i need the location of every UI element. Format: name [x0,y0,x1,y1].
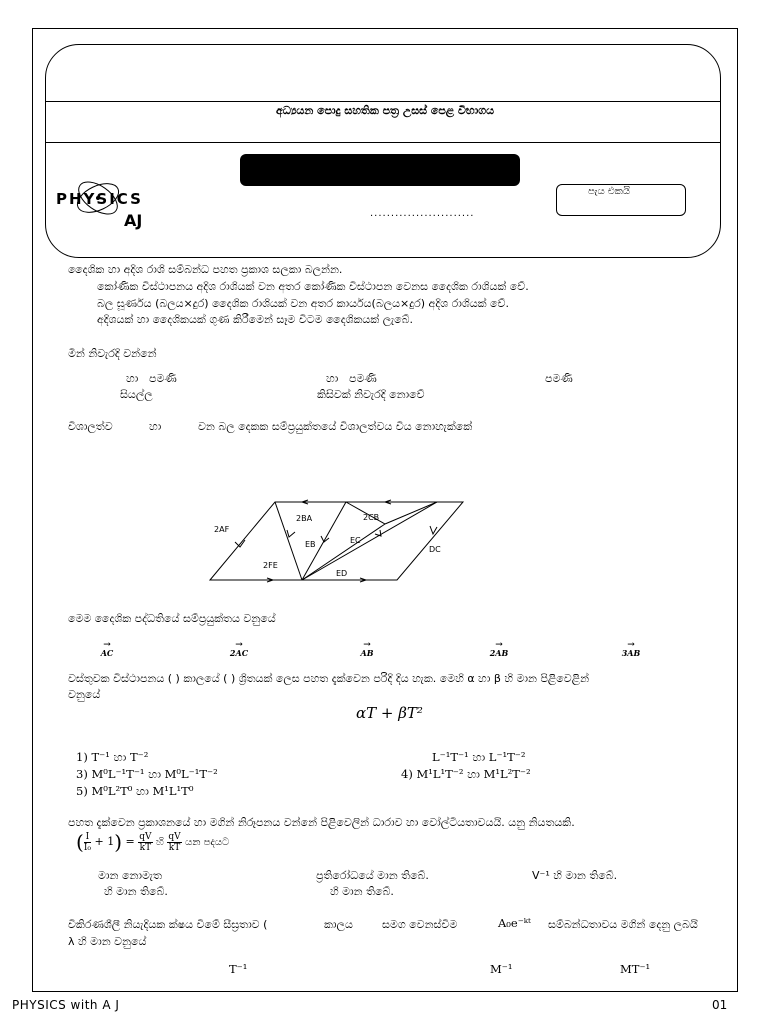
q3-option-3: → AB [360,640,374,658]
q6-line-2: λ හි මාන වනුයේ [68,935,147,948]
q1-statement-3: අදිශයක් හා දෛශිකයක් ගුණ කිරීමෙන් සෑම විටම දෛශිකයක් ලැබේ. [97,313,414,326]
q4-option-2: L⁻¹T⁻¹ හා L⁻¹T⁻² [432,750,526,764]
q4-line-1: වස්තුවක විස්ථාපනය ( ) කාලයේ ( ) ශ්‍රිතයක් ලෙස පහත දැක්වෙන පරිදි දිය හැක. මෙහි α හා β හි මාන පිළිවෙළින් [68,672,590,685]
q6-line-1b: කාලය [324,918,353,931]
q1-option-4: සියල්ල [120,388,153,401]
header-divider-top [45,101,721,102]
page-number: 01 [712,998,728,1012]
q5-option-3: V⁻¹ හි මාන තිබේ. [532,869,618,882]
q6-line-1d: A₀e⁻ᵏᵗ [498,916,531,930]
q1-option-1-only: පමණි [149,372,177,385]
q6-line-1a: විකිරණශීලී නියැදියක ක්ෂය වීමේ සීඝ්‍රතාව ( [68,918,268,931]
label-2cb: 2CB [363,513,380,522]
paper-duration-label: පැය එකයි [588,186,631,197]
vector-diagram [205,494,465,588]
q5-expression: ( $\frac{I}{\text{I₀}} + 1$) = $\frac{qV}{kT}$ හි $\frac{qV}{kT}$ යන පදයට [76,830,230,854]
subject-dots: ......................... [370,208,475,219]
q1-option-2-only: පමණි [349,372,377,385]
q6-option-1: T⁻¹ [229,962,248,976]
label-2fe: 2FE [263,561,278,570]
header-divider-bottom [45,142,721,143]
q3-option-5: → 3AB [621,640,641,658]
q1-intro: දෛශික හා අදිශ රාශි සම්බන්ධ පහත ප්‍රකාශ සලකා බලන්න. [68,263,343,276]
q2-text-a: විශාලත්ව [68,420,113,433]
q5-line-1: පහත දැක්වෙන ප්‍රකාශනයේ හා මගින් නිරූපනය වන්නේ පිළිවෙලින් ධාරාව හා වෝල්ටීයතාවයයි. යනු නියතයකි. [68,816,575,829]
q3-question: මෙම දෛශික පද්ධතියේ සම්ප්‍රයුක්තය වනුයේ [68,612,276,625]
q5-option-1: මාන නොමැත [98,869,162,882]
q1-statement-2: බල ඝූර්ණය (බලය×දුර) දෛශික රාශියක් වන අතර කාර්යය(බලය×දුර) අදිශ රාශියක් වේ. [97,297,509,310]
q6-line-1c: සමග වෙනස්වීම [382,918,458,931]
logo-text: PHYSICS [56,190,143,208]
label-eb: EB [305,540,316,549]
logo-sub: AJ [124,211,143,230]
exam-title: අධ්‍යයන පොදු සහතික පත්‍ර උසස් පෙළ විභාගය [276,104,494,117]
q5-option-2: ප්‍රතිරෝධයේ මාන තිබේ. [316,869,429,882]
q1-option-5: කිසිවක් නිවැරදි නොවේ [317,388,425,401]
q1-option-3: පමණි [545,372,573,385]
redacted-title-bar [240,154,520,186]
q6-option-3: MT⁻¹ [620,962,651,976]
q3-option-1: → AC [100,640,114,658]
q4-option-3: 3) M⁰L⁻¹T⁻¹ හා M⁰L⁻¹T⁻² [76,767,218,781]
q3-option-4: → 2AB [489,640,509,658]
label-ed: ED [336,569,348,578]
q1-statement-1: කෝණික විස්ථාපනය අදිශ රාශියක් වන අතර කෝණික විස්ථාපන වෙනස දෛශික රාශියක් වේ. [97,280,529,293]
q2-text-c: වන බල දෙකක සම්ප්‍රයුක්තයේ විශාලත්වය විය නොහැක්කේ [198,420,473,433]
q1-option-1-and: හා [126,372,139,385]
footer-brand: PHYSICS with A J [12,998,120,1012]
q4-option-1: 1) T⁻¹ හා T⁻² [76,750,149,764]
q4-line-2: වනුයේ [68,688,101,701]
q2-text-b: හා [149,420,162,433]
q1-option-2-and: හා [326,372,339,385]
q4-formula: αT + βT² [356,704,423,722]
q1-question: මින් නිවැරදි වන්නේ [68,347,157,360]
q3-option-2: → 2AC [229,640,249,658]
label-2af: 2AF [214,525,230,534]
label-2ba: 2BA [296,514,313,523]
q5-option-5: හි මාන තිබේ. [330,885,394,898]
q6-option-2: M⁻¹ [490,962,513,976]
q4-option-5: 5) M⁰L²T⁰ හා M¹L¹T⁰ [76,784,194,798]
label-ec: EC [350,536,361,545]
label-dc: DC [429,545,441,554]
q6-line-1e: සම්බන්ධතාවය මගින් දෙනු ලබයි [548,918,698,931]
q4-option-4: 4) M¹L¹T⁻² හා M¹L²T⁻² [401,767,531,781]
q5-option-4: හි මාන තිබේ. [104,885,168,898]
